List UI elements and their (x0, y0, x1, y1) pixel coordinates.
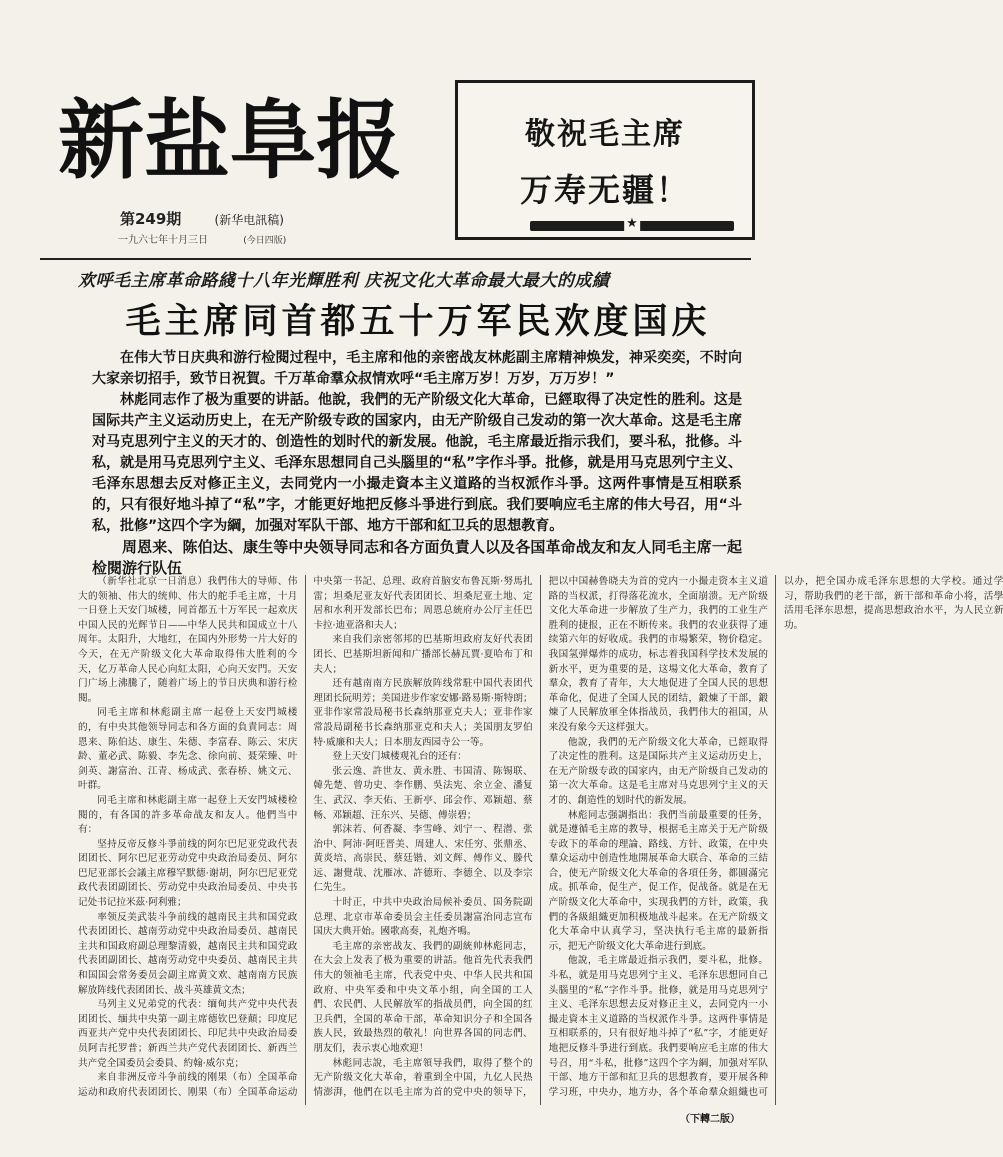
slogan-line-1: 敬祝毛主席 (525, 117, 685, 152)
lede-paragraph: 在伟大节日庆典和游行检閱过程中，毛主席和他的亲密战友林彪副主席精神焕发，神采奕奕，不时向大家亲切招手，致节日祝賀。千万革命羣众叔情欢呼“毛主席万岁！万岁，万万岁！” (92, 350, 742, 387)
body-paragraph: 坚持反帝反修斗爭前线的阿尔巴尼亚党政代表团团长、阿尔巴尼亚劳动党中央政治局委员、阿尔巴尼亚部长会議主席穆罕默德·谢胡，阿尔巴尼亚党政代表团副团长、劳动党中央政治局委员、中央书记处书记拉米茲·阿利雅； (78, 838, 298, 909)
body-paragraph: （新华社北京一日消息）我們伟大的导师、伟大的领袖、伟大的统帅、伟大的舵手毛主席，十月一日登上天安门城楼，同首都五十万军民一起欢庆中国人民的光辉节日——中华人民共和国成立十八周年。太阳升，大地红，在国内外形势一片大好的今天，在无产阶级文化大革命取得伟大胜利的今天，亿万革命人民心向紅太阳，心向天安門。天安门广场上沸騰了，随着广场上的节日庆典和游行检閱。 (78, 576, 298, 704)
main-headline: 毛主席同首都五十万军民欢度国庆 (125, 301, 711, 342)
kicker-headline: 欢呼毛主席革命路綫十八年光輝胜利 庆祝文化大革命最大最大的成績 (78, 271, 610, 291)
lede (92, 348, 742, 579)
body-columns (78, 575, 1003, 1105)
publication-date: 一九六七年十月三日 (118, 235, 208, 246)
lede-paragraph: 林彪同志作了极为重要的讲話。他說，我們的无产阶级文化大革命，已經取得了决定性的胜利。这是国际共产主义运动历史上，在无产阶级专政的国家内，由无产阶级自己发动的第一次大革命。这是毛主席对马克思列宁主义的天才的、创造性的划时代的新发展。他說，毛主席最近指示我们，要斗私，批修。斗私，就是用马克思列宁主义、毛泽东思想同自己头腦里的“私”字作斗爭。批修，就是用马克思列宁主义、毛泽东思想去反对修正主义，去同党内一小撮走資本主义道路的当权派作斗爭。这两件事情是互相联系的，只有很好地斗掉了“私”字，才能更好地把反修斗爭进行到底。我们要响应毛主席的伟大号召，用“斗私，批修”这四个字为綱，加强对军队干部、地方干部和紅卫兵的思想教育。 (92, 392, 742, 534)
slogan-bar (530, 216, 734, 231)
date-line (118, 231, 428, 246)
top-rule (40, 258, 751, 260)
body-paragraph: 来自非洲反帝斗争前线的刚果（布）全国革命运动和政府代表团团长、刚果（布）全国革命运动中央第一书記、总理、政府首脑安布鲁瓦斯·努馬扎雷；坦桑尼亚友好代表团团长、坦桑尼亚土地、定居和水利开发部长巴布；周恩总統府办公厅主任巴卡拉·迪亚洛和夫人； (78, 576, 533, 1098)
body-paragraph: 林彪同志强調指出：我們当前最重要的任务，就是遵循毛主席的教导，根据毛主席关于无产阶级专政下的革命的理論、路线、方针、政策，在中央羣众运动中创造性地開展革命大联合、革命的三結合，使无产阶级文化大革命的各項任务，都圓滿完成。抓革命，促生产，促工作，促战备。就是在无产阶级文化大革命中，实现我們的方针，政策，我們的各級組織更加积极地战斗起来。在无产阶级文化大革命中认真学习，坚决执行毛主席的最新指示，把无产阶级文化大革命进行到底。 (548, 809, 768, 952)
slogan-box (455, 80, 755, 240)
body-paragraph: 率领反美武装斗争前线的越南民主共和国党政代表团团长、越南劳动党中央政治局委员、越南民主共和国政府副总理黎清毅，越南民主共和国党政代表团副团长、越南劳动党中央委员、越南民主共和国国会常务委员会副主席黄文欢、越南南方民族解放阵线代表团团长、战斗英雄黄文杰； (78, 911, 298, 996)
body-paragraph: 同毛主席和林彪副主席一起登上天安門城楼检閱的，有各国的許多革命战友和友人。他們当中有： (78, 794, 298, 836)
body-paragraph: 马列主义兄弟党的代表：缅甸共产党中央代表团团长、缅共中央第一副主席德钦巴登顛；印度尼西亚共产党中央代表团团长、印尼共中央政治局委员阿吉托罗普；新西兰共产党代表团团长、新西兰共产党全国委员会委員、約翰·威尔克； (78, 999, 298, 1069)
edition-note: (今日四版) (243, 236, 287, 246)
lede-subhead: 周恩来、陈伯达、康生等中央领导同志和各方面负責人以及各国革命战友和友人同毛主席一起检閱游行队伍 (92, 538, 742, 577)
body-paragraph: 林彪同志說，毛主席領导我們，取得了整个的无产阶级文化大革命，着重到全中国，九亿人民热情澎湃，他們在以毛主席为首的党中央的领导下，把以中国赫鲁晓夫为首的党内一小撮走资本主义道路的当权派，打得落花流水，全面崩溃。无产阶级文化大革命进一步解放了生产力，我們的工业生产胜利的捷报，正在不断传来。我們的农业获得了連续第六年的好收成。我們的市場繁荣，物价稳定。我国氢弹爆炸的成功，标志着我国科学技术发展的新水平，更为重要的是，这場文化大革命，教育了羣众，教育了青年，大大地促进了全国人民的思想革命化，促进了全国人民的团结，鍛煉了干部，鍛煉了人民解放軍全体指战员，我們伟大的祖国，从来没有象今天这样强大。 (313, 576, 768, 1098)
body-paragraph: 毛主席的亲密战友、我們的副統帅林彪同志，在大会上发表了极为重要的讲話。他首先代表我們伟大的领袖毛主席，代表党中央、中华人民共和国政府、中央军委和中央文革小组，向全国的工人們、农民們、人民解放军的指战员們，向全国的红卫兵們，全国的革命干部，革命知识分子和全国各族人民，致最热烈的敬礼！向世界各国的同志們、朋友们，表示衷心地欢迎！ (313, 940, 533, 1054)
body-paragraph: 他說，毛主席最近指示我們，要斗私，批修。斗私，就是用马克思列宁主义、毛泽东思想同自己头腦里的“私”字作斗爭。批修，就是用马克思列宁主义、毛泽东思想去反对修正主义，去同党内一小撮走資本主义道路的当权派作斗爭。这两件事情是互相联系的，只有很好地斗掉了“私”字，才能更好地把反修斗爭进行到底。我們要响应毛主席的伟大号召，用“斗私，批修”这四个字为綱，加强对军队干部、地方干部和紅卫兵的思想教育，要开展各种学习班，中央办，地方办，各个革命羣众組織也可以办，把全国办成毛泽东思想的大学校。通过学习，帮助我們的老干部，新干部和革命小将，活學活用毛泽东思想，提高思想政治水平，为人民立新功。 (548, 576, 1003, 1098)
star-icon: ★ (626, 216, 638, 231)
body-paragraph: 张云逸、許世友、黄永胜、韦国清、陈锡联、韓先楚、曾功史、李作鹏、吳法宪、余立金、潘复生、武汉、李天佑、王新亭、邱会作、邓颖超、蔡畅、邓颖超、汪东兴、吴德、傅崇碧； (313, 765, 533, 821)
issue-line (120, 208, 420, 229)
masthead-title: 新盐阜报 (58, 91, 402, 191)
body-paragraph: 同毛主席和林彪副主席一起登上天安門城楼的，有中央其他领导同志和各方面的負責同志：周恩来、陈伯达、康生、朱德、李富春、陈云、宋庆龄、董必武、陈毅、李先念、徐向前、聂荣臻、叶剑英、謝富治、江青、杨成武、张春桥、姚文元、叶群。 (78, 707, 298, 792)
body-paragraph: 来自我们亲密邻邦的巴基斯坦政府友好代表团团长、巴基斯坦新闻和广播部长赫瓦賈·夏哈布丁和夫人； (313, 634, 533, 675)
continued-note: （下轉二版） (680, 1114, 740, 1125)
body-paragraph: 还有越南南方民族解放阵线常駐中国代表团代理团长阮明芳；美国进步作家安娜·路易斯·斯特朗；亚非作家常設局秘书长森纳那亚克夫人；亚非作家常設局副秘书长森纳那亚克和夫人；美国朋友罗伯特·威廉和夫人；日本朋友西园寺公一等。 (313, 678, 533, 748)
body-paragraph: 郭沫若、何香凝、李雪峰、刘宁一、程潜、张治中、阿沛·阿旺晋美、周建人、宋任穷、张鼎丞、黄炎培、高崇民、蔡廷锴、刘文辉、傅作义、滕代远、謝覺哉、沈雁冰、許德珩、李德全、以及李宗仁先生。 (313, 824, 533, 894)
body-paragraph: 十时正，中共中央政治局候补委员、国务院副总理、北京市革命委员会主任委员謝富治同志宣布国庆大典开始。國歌高奏，礼炮齐鳴。 (313, 897, 533, 938)
news-source: (新华电訊稿) (214, 213, 284, 227)
body-paragraph: 他說，我們的无产阶级文化大革命，已經取得了决定性的胜利。这是国际共产主义运动历史上，在无产阶级专政的国家内，由无产阶级自己发动的第一次大革命。这是毛主席对马克思列宁主义的天才的、創造性的划时代的新发展。 (548, 736, 768, 806)
body-paragraph: 登上天安门城楼观礼台的还有： (332, 751, 467, 763)
slogan-line-2: 万寿无疆！ (519, 171, 690, 209)
issue-number: 第249期 (120, 210, 182, 228)
